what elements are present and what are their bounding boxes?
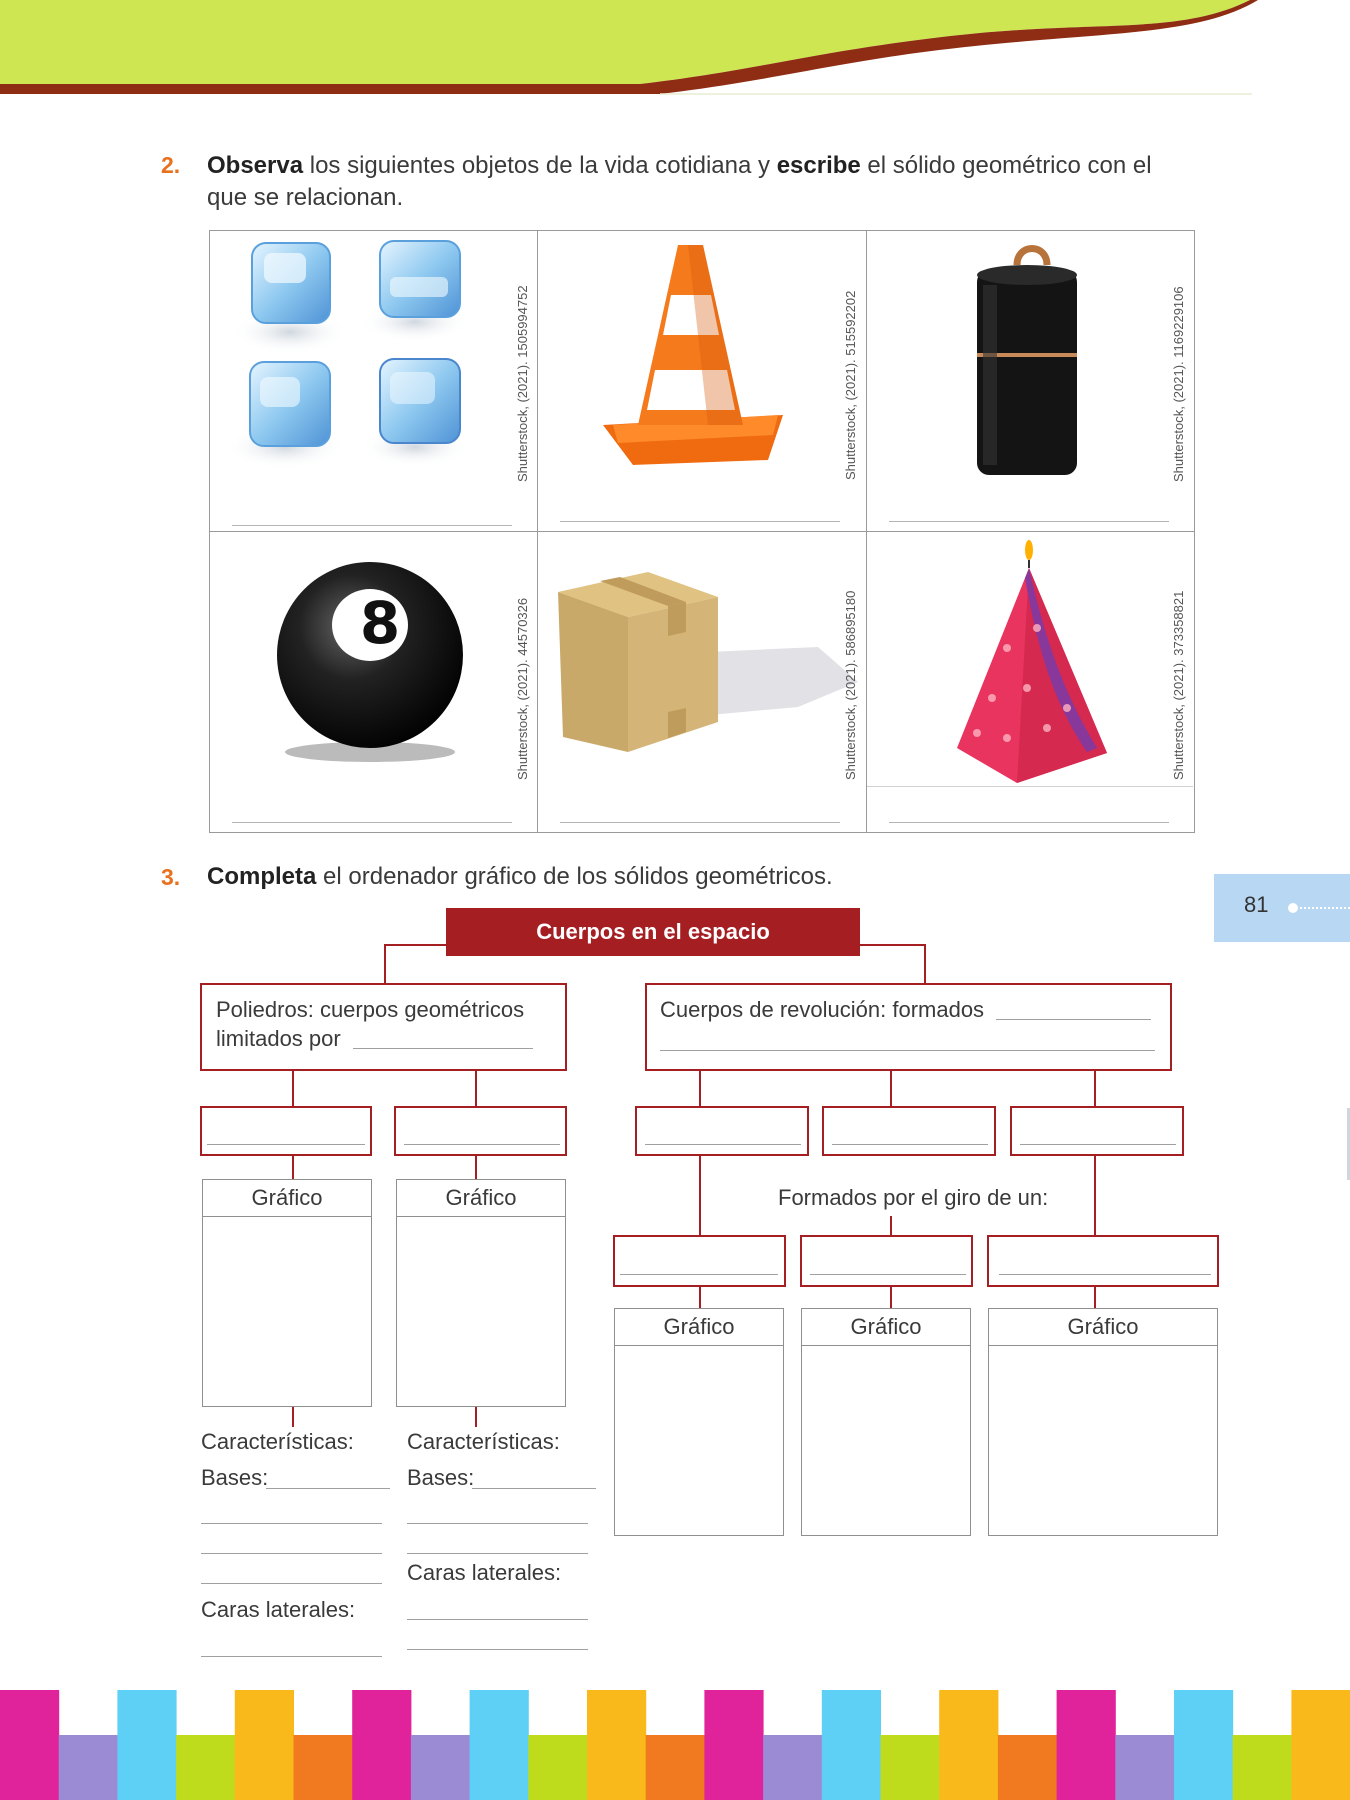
characteristics-line-2a[interactable] <box>407 1523 588 1524</box>
giro-line-2[interactable] <box>810 1274 966 1275</box>
footer-bar <box>1115 1735 1174 1800</box>
connector <box>475 1407 477 1427</box>
characteristics-line-1c[interactable] <box>201 1583 382 1584</box>
question-2-text <box>207 150 1207 214</box>
characteristics-line-1b[interactable] <box>201 1553 382 1554</box>
header-wave <box>0 0 1350 100</box>
credit-cardboard-box: Shutterstock, (2021). 586895180 <box>843 590 858 780</box>
page-tab-dot <box>1288 903 1298 913</box>
giro-box-2[interactable] <box>800 1235 973 1287</box>
question-2-number: 2. <box>161 152 181 178</box>
caras-laterales-line-2a[interactable] <box>407 1619 588 1620</box>
answer-line-1[interactable] <box>232 525 512 526</box>
credit-ice-cubes: Shutterstock, (2021). 1505994752 <box>515 285 530 482</box>
connector <box>924 944 926 984</box>
revolucion-type-line-3[interactable] <box>1020 1144 1176 1145</box>
footer-bar <box>235 1690 294 1800</box>
giro-box-3[interactable] <box>987 1235 1219 1287</box>
revolucion-type-line-1[interactable] <box>645 1144 801 1145</box>
revolucion-text: Cuerpos de revolución: formados <box>660 997 985 1022</box>
footer-bar <box>704 1690 763 1800</box>
object-cell-traffic-cone <box>537 230 867 532</box>
footer-bar <box>587 1690 646 1800</box>
revolucion-grafico-box-3[interactable] <box>988 1308 1218 1536</box>
credit-traffic-cone: Shutterstock, (2021). 515592202 <box>843 290 858 480</box>
connector <box>292 1156 294 1180</box>
poliedro-type-box-2[interactable] <box>394 1106 567 1156</box>
caras-laterales-line-1[interactable] <box>201 1656 382 1657</box>
caras-laterales-label-2: Caras laterales: <box>407 1560 562 1585</box>
connector <box>1094 1071 1096 1107</box>
caras-laterales-label-1: Caras laterales: <box>201 1597 356 1622</box>
footer-bar <box>411 1735 470 1800</box>
bases-fill-line-1[interactable] <box>266 1488 390 1489</box>
question-3-text <box>207 861 1207 893</box>
connector <box>890 1287 892 1309</box>
bases-fill-line-2[interactable] <box>472 1488 596 1489</box>
caras-laterales-line-2b[interactable] <box>407 1649 588 1650</box>
footer-bar <box>763 1735 822 1800</box>
caracteristicas-label-2: Características: <box>407 1429 560 1454</box>
traffic-cone-image <box>593 245 793 465</box>
connector <box>699 1071 701 1107</box>
connector <box>699 1287 701 1309</box>
bases-label-1: Bases: <box>201 1465 269 1490</box>
question-2-text-part1: los siguientes objetos de la vida cotidiana y <box>303 152 777 179</box>
connector <box>860 944 925 946</box>
footer-bar <box>646 1735 705 1800</box>
question-2-text-line2: que se relacionan. <box>207 184 404 211</box>
connector <box>1094 1287 1096 1309</box>
characteristics-line-1a[interactable] <box>201 1523 382 1524</box>
giro-box-1[interactable] <box>613 1235 786 1287</box>
footer-bar <box>822 1690 881 1800</box>
poliedro-grafico-box-1[interactable] <box>202 1179 372 1407</box>
pyramid-candle-divider <box>867 786 1193 787</box>
object-cell-pyramid-candle <box>866 531 1195 833</box>
connector <box>292 1071 294 1107</box>
giro-line-1[interactable] <box>620 1274 778 1275</box>
grafico-label: Gráfico <box>989 1309 1217 1346</box>
answer-line-6[interactable] <box>889 822 1169 823</box>
object-cell-cardboard-box <box>537 531 867 833</box>
revolucion-type-box-3[interactable] <box>1010 1106 1184 1156</box>
connector <box>475 1071 477 1107</box>
caracteristicas-label-1: Características: <box>201 1429 354 1454</box>
answer-line-3[interactable] <box>889 521 1169 522</box>
question-2-verb-escribe: escribe <box>776 152 861 179</box>
poliedro-type-line-2[interactable] <box>404 1144 560 1145</box>
question-3-text-rest: el ordenador gráfico de los sólidos geométricos. <box>316 863 833 890</box>
grafico-label: Gráfico <box>397 1180 565 1217</box>
credit-eight-ball: Shutterstock, (2021). 44570326 <box>515 597 530 780</box>
object-cell-cylinder-box <box>866 230 1195 532</box>
footer-bar <box>470 1690 529 1800</box>
revolucion-type-line-2[interactable] <box>832 1144 988 1145</box>
revolucion-fill-line-1[interactable] <box>996 1019 1151 1020</box>
connector <box>890 1071 892 1107</box>
revolucion-grafico-box-2[interactable] <box>801 1308 971 1536</box>
footer-bar <box>1174 1690 1233 1800</box>
footer-bar <box>881 1735 940 1800</box>
question-3-verb-completa: Completa <box>207 863 317 890</box>
footer-bar <box>998 1735 1057 1800</box>
poliedro-type-box-1[interactable] <box>200 1106 372 1156</box>
connector <box>475 1156 477 1180</box>
question-2-verb-observa: Observa <box>207 152 304 179</box>
connector <box>384 944 386 984</box>
question-3-number: 3. <box>161 864 181 890</box>
connector <box>292 1407 294 1427</box>
answer-line-2[interactable] <box>560 521 840 522</box>
connector <box>699 1156 701 1236</box>
giro-line-3[interactable] <box>999 1274 1211 1275</box>
poliedro-type-line-1[interactable] <box>207 1144 365 1145</box>
footer-bar <box>352 1690 411 1800</box>
grafico-label: Gráfico <box>802 1309 970 1346</box>
footer-bar <box>117 1690 176 1800</box>
poliedros-text-line1: Poliedros: cuerpos geométricos <box>216 997 525 1022</box>
page-tab-dots-line <box>1300 907 1350 909</box>
grafico-label: Gráfico <box>615 1309 783 1346</box>
connector <box>384 944 446 946</box>
footer-bar <box>939 1690 998 1800</box>
poliedros-fill-line[interactable] <box>353 1048 533 1049</box>
connector <box>1094 1156 1096 1236</box>
organizer-title-text: Cuerpos en el espacio <box>536 919 770 944</box>
characteristics-line-2b[interactable] <box>407 1553 588 1554</box>
bases-label-2: Bases: <box>407 1465 475 1490</box>
object-cell-ice-cubes <box>209 230 538 532</box>
footer-bar <box>1233 1735 1292 1800</box>
revolucion-type-box-1[interactable] <box>635 1106 809 1156</box>
footer-color-bars <box>0 1690 1350 1800</box>
revolucion-grafico-box-1[interactable] <box>614 1308 784 1536</box>
answer-line-5[interactable] <box>560 822 840 823</box>
footer-bar <box>294 1735 353 1800</box>
credit-pyramid-candle: Shutterstock, (2021). 373358821 <box>1171 590 1186 780</box>
footer-bar <box>59 1735 118 1800</box>
footer-bar <box>176 1735 235 1800</box>
poliedro-grafico-box-2[interactable] <box>396 1179 566 1407</box>
cardboard-box-image <box>558 572 858 752</box>
credit-cylinder-box: Shutterstock, (2021). 1169229106 <box>1171 286 1186 482</box>
poliedros-text-line2: limitados por <box>216 1026 341 1051</box>
pyramid-candle-image <box>947 538 1117 788</box>
footer-bar <box>528 1735 587 1800</box>
answer-line-4[interactable] <box>232 822 512 823</box>
connector <box>890 1216 892 1236</box>
object-cell-eight-ball <box>209 531 538 833</box>
footer-bar <box>1291 1690 1350 1800</box>
question-2-text-part2: el sólido geométrico con el <box>860 152 1152 179</box>
footer-bar <box>0 1690 59 1800</box>
formados-giro-text: Formados por el giro de un: <box>778 1185 1049 1210</box>
revolucion-fill-line-2[interactable] <box>660 1050 1155 1051</box>
revolucion-type-box-2[interactable] <box>822 1106 996 1156</box>
ice-cubes-image <box>230 237 470 487</box>
page-number: 81 <box>1244 892 1269 917</box>
footer-bar <box>1057 1690 1116 1800</box>
eight-ball-number: 8 <box>359 589 401 657</box>
page-number-tab <box>1214 874 1350 942</box>
cylinder-box-image <box>967 245 1087 485</box>
organizer-title <box>446 908 860 956</box>
grafico-label: Gráfico <box>203 1180 371 1217</box>
